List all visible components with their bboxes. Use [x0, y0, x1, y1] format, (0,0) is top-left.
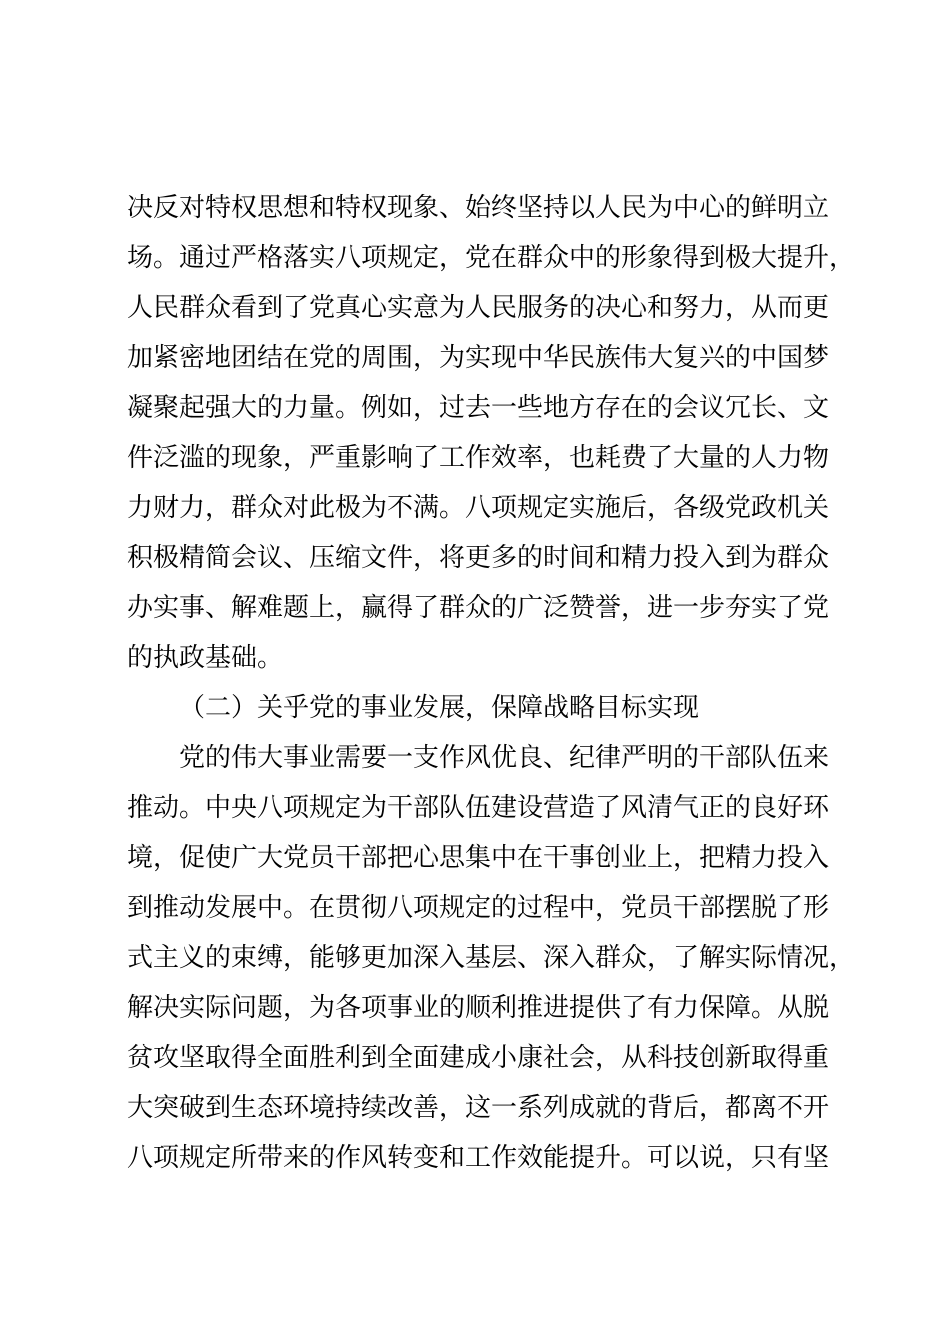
text-line: 的执政基础。 [127, 643, 284, 673]
text-line: 贫攻坚取得全面胜利到全面建成小康社会，从科技创新取得重 [127, 1043, 830, 1073]
text-line: 到推动发展中。在贯彻八项规定的过程中，党员干部摆脱了形 [127, 893, 830, 923]
text-line: 决反对特权思想和特权现象、始终坚持以人民为中心的鲜明立 [127, 193, 830, 223]
text-line: 加紧密地团结在党的周围，为实现中华民族伟大复兴的中国梦 [127, 343, 830, 373]
text-line: 式主义的束缚，能够更加深入基层、深入群众，了解实际情况， [127, 943, 856, 973]
text-line: 境，促使广大党员干部把心思集中在干事创业上，把精力投入 [127, 843, 830, 873]
text-line: 八项规定所带来的作风转变和工作效能提升。可以说，只有坚 [127, 1143, 830, 1173]
text-line: 场。通过严格落实八项规定，党在群众中的形象得到极大提升， [127, 243, 856, 273]
text-line: 积极精简会议、压缩文件，将更多的时间和精力投入到为群众 [127, 543, 830, 573]
text-line: 凝聚起强大的力量。例如，过去一些地方存在的会议冗长、文 [127, 393, 830, 423]
text-line: 人民群众看到了党真心实意为人民服务的决心和努力，从而更 [127, 293, 830, 323]
text-line: 推动。中央八项规定为干部队伍建设营造了风清气正的良好环 [127, 793, 830, 823]
text-line: 办实事、解难题上，赢得了群众的广泛赞誉，进一步夯实了党 [127, 593, 830, 623]
text-line: 解决实际问题，为各项事业的顺利推进提供了有力保障。从脱 [127, 993, 830, 1023]
text-line: 力财力，群众对此极为不满。八项规定实施后，各级党政机关 [127, 493, 830, 523]
text-line: 党的伟大事业需要一支作风优良、纪律严明的干部队伍来 [179, 743, 830, 773]
section-heading: （二）关乎党的事业发展，保障战略目标实现 [179, 693, 700, 723]
text-line: 件泛滥的现象，严重影响了工作效率，也耗费了大量的人力物 [127, 443, 830, 473]
text-line: 大突破到生态环境持续改善，这一系列成就的背后，都离不开 [127, 1093, 830, 1123]
